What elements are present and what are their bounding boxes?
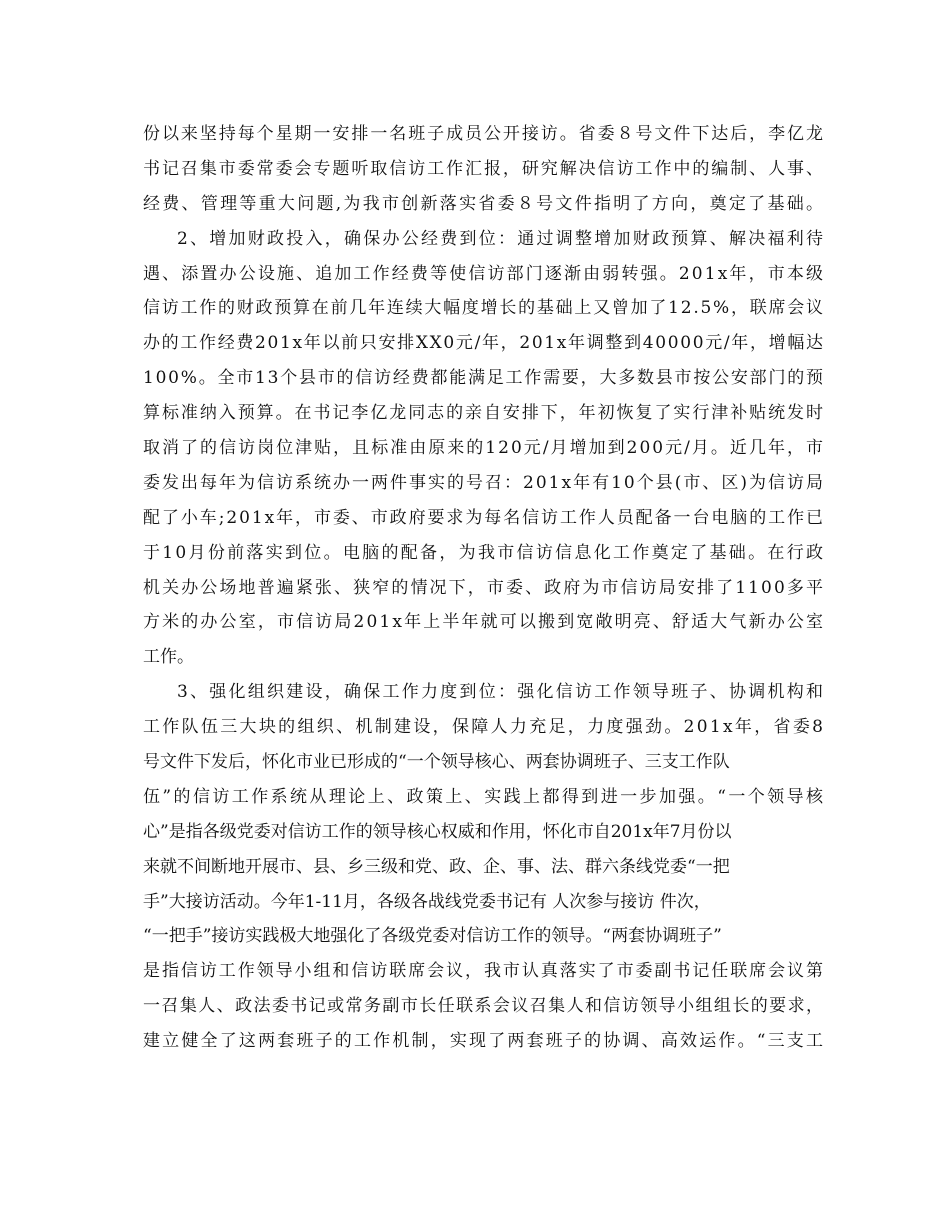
text-line: 配了小车;201x年，市委、市政府要求为每名信访工作人员配备一台电脑的工作已 [143, 507, 825, 528]
text-line: 算标准纳入预算。在书记李亿龙同志的亲自安排下，年初恢复了实行津补贴统发时 [143, 403, 825, 424]
text-line: 100%。全市13个县市的信访经费都能满足工作需要，大多数县市按公安部门的预 [143, 368, 825, 389]
text-line: 方米的办公室，市信访局201x年上半年就可以搬到宽敞明亮、舒适大气新办公室 [143, 612, 826, 633]
text-line: 工作队伍三大块的组织、机制建设，保障人力充足，力度强劲。201x年，省委8 [143, 717, 826, 738]
text-line: 信访工作的财政预算在前几年连续大幅度增长的基础上又曾加了12.5%，联席会议 [143, 298, 825, 319]
text-line: 建立健全了这两套班子的工作机制，实现了两套班子的协调、高效运作。“三支工 [143, 1031, 826, 1052]
paragraph-first-line: 2、增加财政投入，确保办公经费到位：通过调整增加财政预算、解决福利待 [177, 228, 826, 249]
text-line: 伍”的信访工作系统从理论上、政策上、实践上都得到进一步加强。“一个领导核 [143, 786, 826, 807]
text-line: 来就不间断地开展市、县、乡三级和党、政、企、事、法、群六条线党委“一把 [143, 856, 730, 877]
text-line: 取消了的信访岗位津贴，且标准由原来的120元/月增加到200元/月。近几年，市 [143, 438, 826, 459]
paragraph-first-line: 3、强化组织建设，确保工作力度到位：强化信访工作领导班子、协调机构和 [177, 682, 826, 703]
text-line: 一召集人、政法委书记或常务副市长任联系会议召集人和信访领导小组组长的要求， [143, 996, 825, 1017]
text-line: 手”大接访活动。今年1-11月，各级各战线党委书记有 人次参与接访 件次， [143, 891, 711, 912]
text-line: 是指信访工作领导小组和信访联席会议，我市认真落实了市委副书记任联席会议第 [143, 961, 825, 982]
text-line: 经费、管理等重大问题,为我市创新落实省委８号文件指明了方向，奠定了基础。 [143, 193, 826, 214]
text-line: 办的工作经费201x年以前只安排XX0元/年，201x年调整到40000元/年，增幅达 [143, 333, 825, 354]
text-line: 份以来坚持每个星期一安排一名班子成员公开接访。省委８号文件下达后，李亿龙 [143, 124, 825, 144]
text-line: 书记召集市委常委会专题听取信访工作汇报，研究解决信访工作中的编制、人事、 [143, 158, 825, 179]
text-line: 机关办公场地普遍紧张、狭窄的情况下，市委、政府为市信访局安排了1100多平 [143, 577, 826, 598]
text-line: 工作。 [143, 647, 194, 668]
text-line: 号文件下发后，怀化市业已形成的“一个领导核心、两套协调班子、三支工作队 [143, 752, 730, 773]
text-line: 心”是指各级党委对信访工作的领导核心权威和作用，怀化市自201x年7月份以 [143, 821, 732, 842]
document-body [143, 117, 826, 1059]
text-line: 委发出每年为信访系统办一两件事实的号召：201x年有10个县(市、区)为信访局 [143, 472, 825, 493]
text-line: 遇、添置办公设施、追加工作经费等使信访部门逐渐由弱转强。201x年，市本级 [143, 263, 826, 284]
text-line: “一把手”接访实践极大地强化了各级党委对信访工作的领导。“两套协调班子” [143, 926, 722, 947]
text-line: 于10月份前落实到位。电脑的配备，为我市信访信息化工作奠定了基础。在行政 [143, 542, 826, 563]
